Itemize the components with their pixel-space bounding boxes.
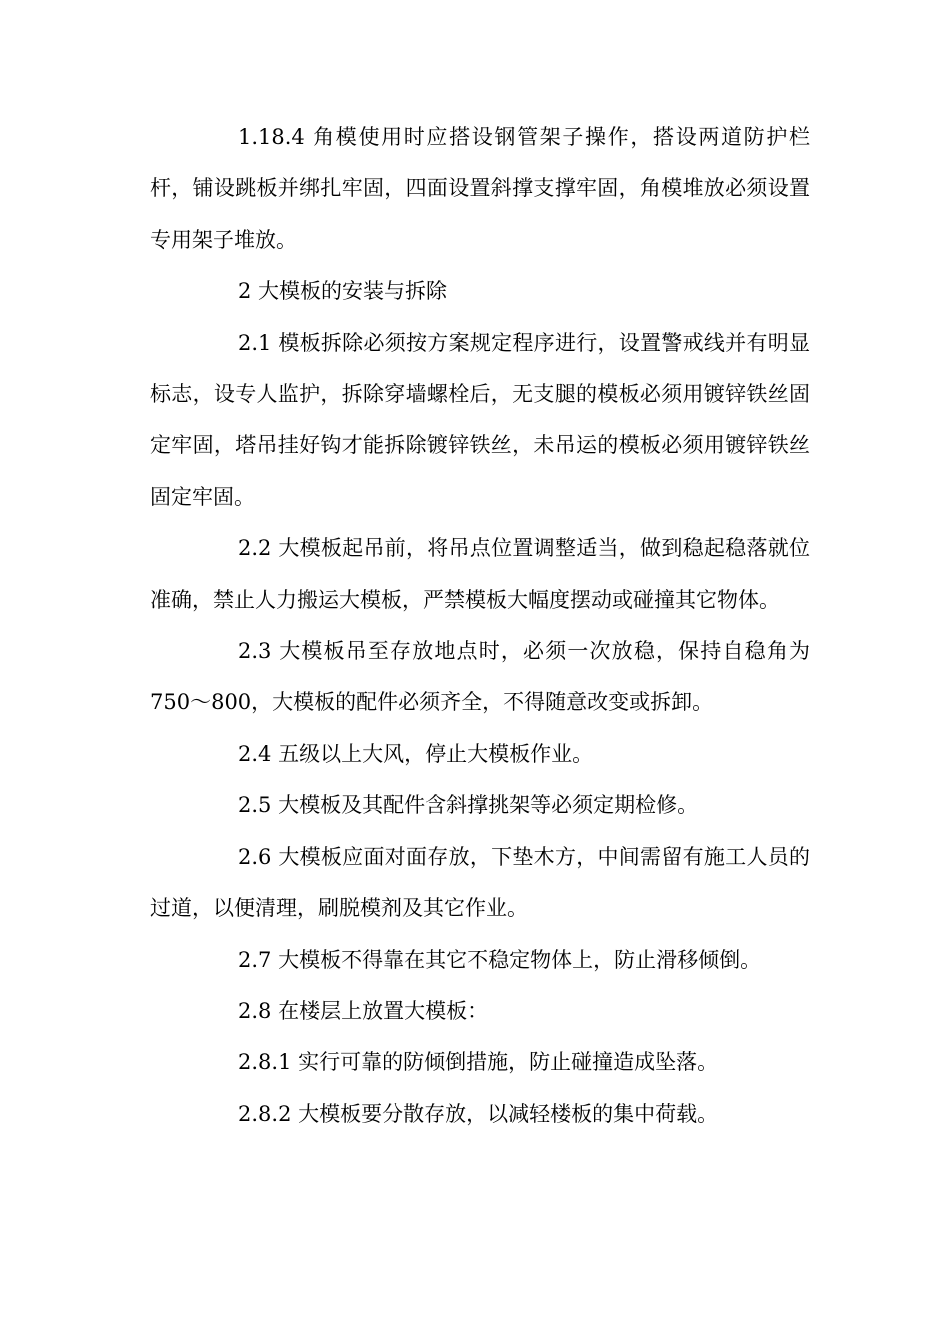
paragraph-2-8: 2.8 在楼层上放置大模板： (238, 998, 489, 1023)
paragraph-2-7: 2.7 大模板不得靠在其它不稳定物体上，防止滑移倾倒。 (238, 947, 762, 972)
heading-2-formwork-install-removal: 2 大模板的安装与拆除 (238, 279, 448, 304)
paragraph-2-5: 2.5 大模板及其配件含斜撑挑架等必须定期检修。 (238, 793, 699, 818)
paragraph-2-6: 2.6 大模板应面对面存放，下垫木方，中间需留有施工人员的过道，以便清理，刷脱模剂及其它作业。 (150, 844, 810, 921)
paragraph-2-8-1: 2.8.1 实行可靠的防倾倒措施，防止碰撞造成坠落。 (238, 1050, 719, 1075)
paragraph-1-18-4: 1.18.4 角模使用时应搭设钢管架子操作，搭设两道防护栏杆，铺设跳板并绑扎牢固，四面设置斜撑支撑牢固，角模堆放必须设置专用架子堆放。 (150, 125, 810, 252)
paragraph-2-2: 2.2 大模板起吊前，将吊点位置调整适当，做到稳起稳落就位准确，禁止人力搬运大模板，严禁模板大幅度摆动或碰撞其它物体。 (150, 536, 810, 612)
paragraph-2-1: 2.1 模板拆除必须按方案规定程序进行，设置警戒线并有明显标志，设专人监护，拆除穿墙螺栓后，无支腿的模板必须用镀锌铁丝固定牢固，塔吊挂好钩才能拆除镀锌铁丝，未吊运的模板必须用镀锌铁丝固定牢固。 (150, 330, 810, 509)
paragraph-2-3: 2.3 大模板吊至存放地点时，必须一次放稳，保持自稳角为 750～800，大模板的配件必须齐全，不得随意改变或拆卸。 (150, 639, 810, 715)
paragraph-2-8-2: 2.8.2 大模板要分散存放，以减轻楼板的集中荷载。 (238, 1101, 719, 1126)
document-body (150, 112, 810, 1140)
paragraph-2-4: 2.4 五级以上大风，停止大模板作业。 (238, 741, 594, 766)
